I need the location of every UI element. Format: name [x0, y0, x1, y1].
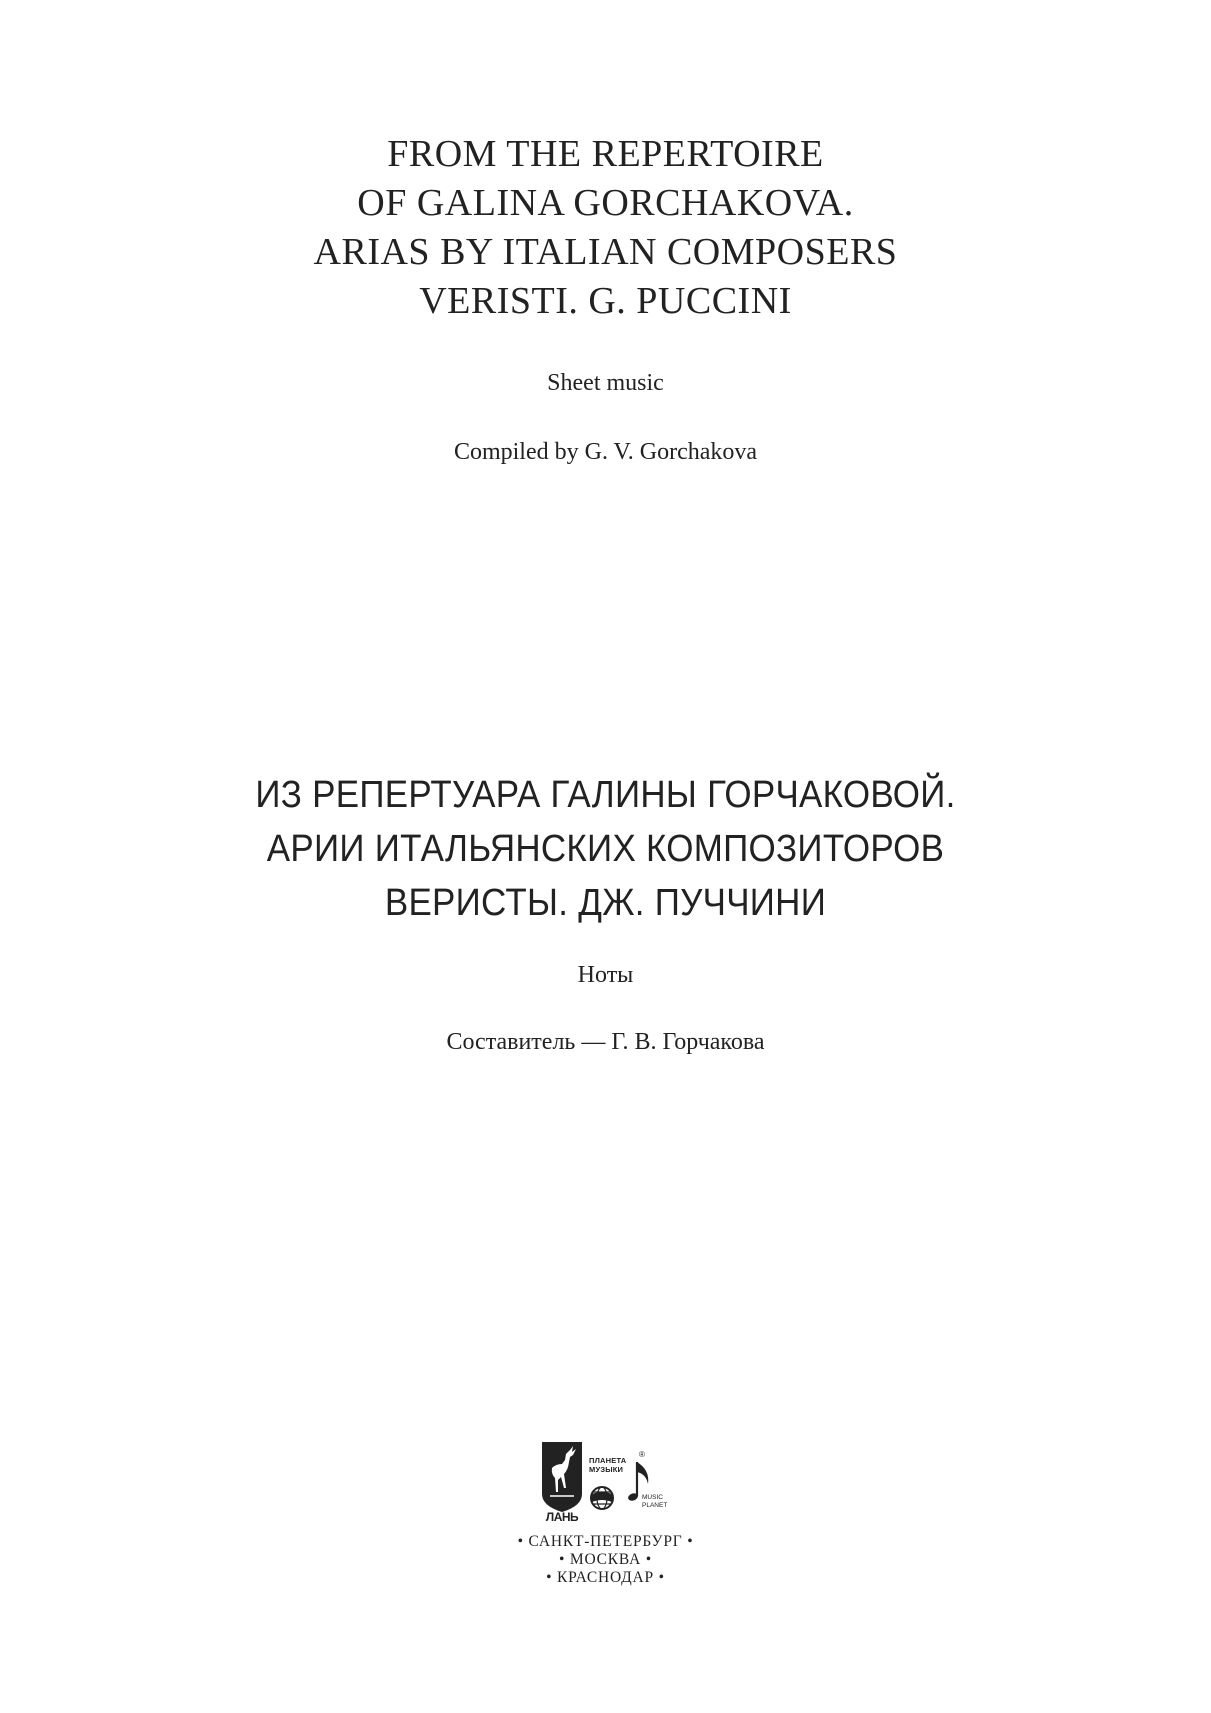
russian-title-line: ВЕРИСТЫ. ДЖ. ПУЧЧИНИ [384, 882, 827, 924]
russian-title-line: ИЗ РЕПЕРТУАРА ГАЛИНЫ ГОРЧАКОВОЙ. [255, 774, 956, 816]
registered-mark: ® [639, 1450, 645, 1459]
lan-logo-label: ЛАНЬ [545, 1510, 579, 1524]
city-line: • МОСКВА • [558, 1551, 652, 1568]
english-subtitle: Sheet music [547, 370, 664, 396]
english-title-line: OF GALINA GORCHAKOVA. [357, 182, 854, 224]
russian-subtitle: Ноты [577, 962, 634, 988]
english-title-line: ARIAS BY ITALIAN COMPOSERS [313, 231, 898, 273]
english-title-line: VERISTI. G. PUCCINI [419, 280, 792, 322]
music-planet-label-en-1: MUSIC [642, 1494, 663, 1501]
russian-title-line: АРИИ ИТАЛЬЯНСКИХ КОМПОЗИТОРОВ [266, 828, 945, 870]
english-title-line: FROM THE REPERTOIRE [387, 133, 824, 175]
russian-compiler: Составитель — Г. В. Горчакова [446, 1029, 765, 1055]
music-planet-label-ru-2: МУЗЫКИ [589, 1465, 624, 1474]
english-title [0, 130, 1211, 326]
publisher-logos [0, 1440, 1211, 1540]
city-line: • САНКТ-ПЕТЕРБУРГ • [517, 1533, 694, 1550]
music-planet-label-ru-1: ПЛАНЕТА [589, 1456, 627, 1465]
russian-title [0, 768, 1211, 930]
lan-deer-logo-icon [540, 1440, 584, 1516]
english-compiler: Compiled by G. V. Gorchakova [453, 439, 758, 465]
music-planet-label-en-2: PLANET [642, 1502, 668, 1509]
city-line: • КРАСНОДАР • [546, 1569, 665, 1586]
publisher-cities [0, 1533, 1211, 1587]
